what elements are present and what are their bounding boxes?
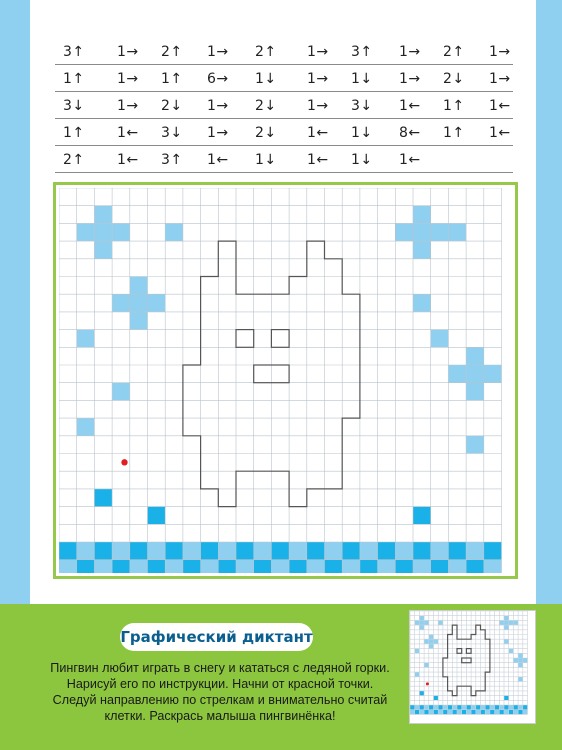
ice-tile bbox=[395, 542, 413, 560]
snowflake-icon bbox=[77, 418, 95, 436]
ice-tile bbox=[419, 705, 424, 710]
snowflake-icon bbox=[94, 206, 112, 224]
snowflake-icon bbox=[130, 294, 148, 312]
ice-tile bbox=[325, 542, 343, 560]
ice-tile bbox=[254, 542, 272, 560]
command-cell: 1← bbox=[399, 98, 421, 114]
snowflake-icon bbox=[431, 330, 449, 348]
ice-tile bbox=[499, 710, 504, 715]
command-row bbox=[55, 38, 513, 65]
command-cell: 1← bbox=[207, 152, 229, 168]
ice-tile bbox=[218, 542, 236, 560]
ice-tile bbox=[431, 542, 449, 560]
ice-tile bbox=[466, 542, 484, 560]
command-cell: 1→ bbox=[117, 98, 139, 114]
snowflake-icon bbox=[513, 620, 518, 625]
command-cell: 2↓ bbox=[255, 125, 277, 141]
snowflake-icon bbox=[429, 635, 434, 640]
command-row bbox=[55, 119, 513, 146]
snowflake-icon bbox=[434, 639, 439, 644]
instruction-text: Пингвин любит играть в снегу и кататься с ледяной горки. Нарисуй его по инструкции. Начни от красной точки. Следуй направлению по стрелкам и внимательно считай клетки. Раскрась малыша пингвинёнка! bbox=[50, 661, 390, 723]
snowflake-icon bbox=[504, 616, 509, 621]
command-cell: 1→ bbox=[207, 98, 229, 114]
ice-tile bbox=[466, 705, 471, 710]
command-row bbox=[55, 65, 513, 92]
ice-tile bbox=[481, 705, 486, 710]
snowflake-icon bbox=[130, 277, 148, 295]
ice-tile bbox=[452, 705, 457, 710]
command-cell: 1← bbox=[117, 125, 139, 141]
snowflake-icon bbox=[77, 330, 95, 348]
ice-tile bbox=[410, 705, 415, 710]
command-cell: 1→ bbox=[489, 71, 511, 87]
ice-tile bbox=[307, 560, 325, 573]
snowflake-icon bbox=[518, 677, 523, 682]
ice-tile bbox=[448, 710, 453, 715]
ice-tile bbox=[429, 710, 434, 715]
ice-tile bbox=[183, 560, 201, 573]
command-cell: 1→ bbox=[399, 71, 421, 87]
snowflake-icon bbox=[466, 436, 484, 454]
ice-tile bbox=[438, 705, 443, 710]
command-cell: 1← bbox=[489, 98, 511, 114]
ice-tile bbox=[342, 560, 360, 573]
ice-tile bbox=[360, 560, 378, 573]
snowflake-icon bbox=[513, 658, 518, 663]
ice-tile bbox=[504, 710, 509, 715]
ice-tile bbox=[415, 705, 420, 710]
command-cell: 1→ bbox=[307, 71, 329, 87]
command-cell: 1↑ bbox=[443, 125, 465, 141]
ice-tile bbox=[499, 705, 504, 710]
command-cell: 1↓ bbox=[255, 152, 277, 168]
ice-tile bbox=[424, 705, 429, 710]
command-cell: 1→ bbox=[207, 44, 229, 60]
ice-tile bbox=[236, 542, 254, 560]
ice-tile bbox=[201, 560, 219, 573]
snowflake-icon bbox=[466, 383, 484, 401]
ice-tile bbox=[466, 710, 471, 715]
snowflake-icon bbox=[413, 206, 431, 224]
command-cell: 1↓ bbox=[351, 125, 373, 141]
snowflake-icon bbox=[413, 223, 431, 241]
ice-tile bbox=[462, 710, 467, 715]
command-cell: 1→ bbox=[307, 44, 329, 60]
command-cell: 1→ bbox=[307, 98, 329, 114]
ice-tile bbox=[484, 560, 502, 573]
ice-tile bbox=[523, 705, 528, 710]
command-cell: 1↑ bbox=[161, 71, 183, 87]
ice-tile bbox=[504, 705, 509, 710]
start-dot-icon bbox=[426, 682, 429, 685]
ice-tile bbox=[94, 542, 112, 560]
snowflake-icon bbox=[518, 653, 523, 658]
snowflake-icon bbox=[415, 620, 420, 625]
ice-tile bbox=[466, 560, 484, 573]
commands-table bbox=[55, 38, 513, 173]
penguin-eye-right bbox=[466, 649, 471, 654]
ice-tile bbox=[165, 560, 183, 573]
ice-tile bbox=[457, 710, 462, 715]
command-cell: 2↓ bbox=[443, 71, 465, 87]
snowflake-icon bbox=[504, 620, 509, 625]
command-cell: 3↑ bbox=[351, 44, 373, 60]
ice-tile bbox=[77, 560, 95, 573]
ice-tile bbox=[378, 542, 396, 560]
ice-tile bbox=[513, 710, 518, 715]
ice-tile bbox=[148, 542, 166, 560]
ice-tile bbox=[513, 705, 518, 710]
command-cell: 3↓ bbox=[351, 98, 373, 114]
ice-tile bbox=[59, 542, 77, 560]
snowflake-icon bbox=[466, 365, 484, 383]
ice-tile bbox=[325, 560, 343, 573]
command-cell: 2↑ bbox=[255, 44, 277, 60]
ice-tile bbox=[419, 710, 424, 715]
snowflake-icon bbox=[419, 616, 424, 621]
command-cell: 1← bbox=[307, 125, 329, 141]
snowflake-icon bbox=[415, 672, 420, 677]
ice-tile bbox=[429, 705, 434, 710]
ice-tile bbox=[509, 705, 514, 710]
ice-tile bbox=[434, 710, 439, 715]
ice-tile bbox=[395, 560, 413, 573]
snowflake-icon bbox=[419, 625, 424, 630]
snowflake-icon bbox=[499, 620, 504, 625]
ice-tile bbox=[485, 705, 490, 710]
snowflake-icon bbox=[518, 663, 523, 668]
snowflake-icon bbox=[504, 625, 509, 630]
command-cell: 1↑ bbox=[63, 125, 85, 141]
command-row bbox=[55, 146, 513, 173]
command-cell: 2↓ bbox=[161, 98, 183, 114]
command-cell: 2↑ bbox=[161, 44, 183, 60]
command-cell: 1→ bbox=[489, 44, 511, 60]
snowflake-icon bbox=[429, 639, 434, 644]
snowflake-icon bbox=[419, 691, 424, 696]
ice-tile bbox=[112, 560, 130, 573]
penguin-eye-left bbox=[236, 330, 254, 348]
snowflake-icon bbox=[415, 649, 420, 654]
ice-tile bbox=[148, 560, 166, 573]
ice-tile bbox=[434, 705, 439, 710]
ice-tile bbox=[130, 542, 148, 560]
ice-tile bbox=[59, 560, 77, 573]
command-cell: 1← bbox=[399, 152, 421, 168]
ice-tile bbox=[112, 542, 130, 560]
snowflake-icon bbox=[112, 383, 130, 401]
snowflake-icon bbox=[518, 658, 523, 663]
snowflake-icon bbox=[413, 294, 431, 312]
command-cell: 1← bbox=[307, 152, 329, 168]
drawing-grid[interactable] bbox=[59, 188, 512, 573]
snowflake-icon bbox=[448, 223, 466, 241]
snowflake-icon bbox=[466, 347, 484, 365]
ice-tile bbox=[94, 560, 112, 573]
snowflake-icon bbox=[148, 507, 166, 525]
command-cell: 1→ bbox=[117, 71, 139, 87]
ice-tile bbox=[431, 560, 449, 573]
snowflake-icon bbox=[77, 223, 95, 241]
snowflake-icon bbox=[130, 312, 148, 330]
snowflake-icon bbox=[148, 294, 166, 312]
ice-tile bbox=[476, 705, 481, 710]
snowflake-icon bbox=[504, 696, 509, 701]
ice-tile bbox=[484, 542, 502, 560]
command-cell: 1↓ bbox=[255, 71, 277, 87]
command-cell: 6→ bbox=[207, 71, 229, 87]
command-cell: 1↑ bbox=[443, 98, 465, 114]
command-row bbox=[55, 92, 513, 119]
command-cell: 1→ bbox=[117, 44, 139, 60]
ice-tile bbox=[495, 705, 500, 710]
snowflake-icon bbox=[509, 649, 514, 654]
snowflake-icon bbox=[424, 620, 429, 625]
snowflake-icon bbox=[431, 223, 449, 241]
ice-tile bbox=[471, 705, 476, 710]
command-cell: 1↓ bbox=[351, 71, 373, 87]
penguin-eye-right bbox=[271, 330, 289, 348]
snowflake-icon bbox=[429, 644, 434, 649]
command-cell: 8← bbox=[399, 125, 421, 141]
command-cell: 2↑ bbox=[63, 152, 85, 168]
ice-tile bbox=[410, 710, 415, 715]
command-cell: 3↑ bbox=[63, 44, 85, 60]
ice-tile bbox=[77, 542, 95, 560]
ice-tile bbox=[271, 542, 289, 560]
snowflake-icon bbox=[438, 620, 443, 625]
left-border-band bbox=[0, 0, 30, 610]
ice-tile bbox=[452, 710, 457, 715]
ice-tile bbox=[424, 710, 429, 715]
ice-tile bbox=[471, 710, 476, 715]
ice-tile bbox=[509, 710, 514, 715]
worksheet-title: Графический диктант bbox=[120, 623, 313, 651]
ice-tile bbox=[183, 542, 201, 560]
ice-tile bbox=[448, 560, 466, 573]
ice-tile bbox=[415, 710, 420, 715]
ice-tile bbox=[443, 705, 448, 710]
ice-tile bbox=[165, 542, 183, 560]
ice-tile bbox=[413, 560, 431, 573]
command-cell: 1↓ bbox=[351, 152, 373, 168]
snowflake-icon bbox=[504, 639, 509, 644]
command-cell: 2↓ bbox=[255, 98, 277, 114]
ice-tile bbox=[254, 560, 272, 573]
ice-tile bbox=[518, 710, 523, 715]
start-dot-icon bbox=[121, 459, 127, 465]
snowflake-icon bbox=[94, 241, 112, 259]
ice-tile bbox=[271, 560, 289, 573]
snowflake-icon bbox=[523, 658, 528, 663]
snowflake-icon bbox=[165, 223, 183, 241]
answer-preview-image bbox=[410, 611, 535, 723]
ice-tile bbox=[289, 560, 307, 573]
snowflake-icon bbox=[424, 639, 429, 644]
snowflake-icon bbox=[484, 365, 502, 383]
snowflake-icon bbox=[424, 663, 429, 668]
ice-tile bbox=[201, 542, 219, 560]
ice-tile bbox=[485, 710, 490, 715]
ice-tile bbox=[518, 705, 523, 710]
command-cell: 3↑ bbox=[161, 152, 183, 168]
snowflake-icon bbox=[413, 507, 431, 525]
ice-tile bbox=[490, 705, 495, 710]
snowflake-icon bbox=[434, 696, 439, 701]
ice-tile bbox=[443, 710, 448, 715]
command-cell: 1↑ bbox=[63, 71, 85, 87]
snowflake-icon bbox=[419, 620, 424, 625]
command-cell: 1→ bbox=[399, 44, 421, 60]
ice-tile bbox=[289, 542, 307, 560]
snowflake-icon bbox=[509, 620, 514, 625]
ice-tile bbox=[495, 710, 500, 715]
snowflake-icon bbox=[94, 489, 112, 507]
command-cell: 1← bbox=[489, 125, 511, 141]
penguin-eye-left bbox=[457, 649, 462, 654]
snowflake-icon bbox=[448, 365, 466, 383]
snowflake-icon bbox=[94, 223, 112, 241]
ice-tile bbox=[130, 560, 148, 573]
snowflake-icon bbox=[413, 241, 431, 259]
ice-tile bbox=[236, 560, 254, 573]
snowflake-icon bbox=[112, 294, 130, 312]
command-cell: 1→ bbox=[207, 125, 229, 141]
answer-preview-thumbnail bbox=[409, 610, 536, 724]
snowflake-icon bbox=[112, 223, 130, 241]
ice-tile bbox=[457, 705, 462, 710]
ice-tile bbox=[438, 710, 443, 715]
ice-tile bbox=[218, 560, 236, 573]
ice-tile bbox=[481, 710, 486, 715]
command-cell: 2↑ bbox=[443, 44, 465, 60]
ice-tile bbox=[448, 542, 466, 560]
ice-tile bbox=[378, 560, 396, 573]
ice-tile bbox=[462, 705, 467, 710]
ice-tile bbox=[523, 710, 528, 715]
ice-tile bbox=[413, 542, 431, 560]
command-cell: 3↓ bbox=[63, 98, 85, 114]
ice-tile bbox=[490, 710, 495, 715]
ice-tile bbox=[342, 542, 360, 560]
command-cell: 1← bbox=[117, 152, 139, 168]
snowflake-icon bbox=[395, 223, 413, 241]
right-border-band bbox=[536, 0, 562, 610]
command-cell: 3↓ bbox=[161, 125, 183, 141]
ice-tile bbox=[448, 705, 453, 710]
ice-tile bbox=[307, 542, 325, 560]
ice-tile bbox=[476, 710, 481, 715]
ice-tile bbox=[360, 542, 378, 560]
